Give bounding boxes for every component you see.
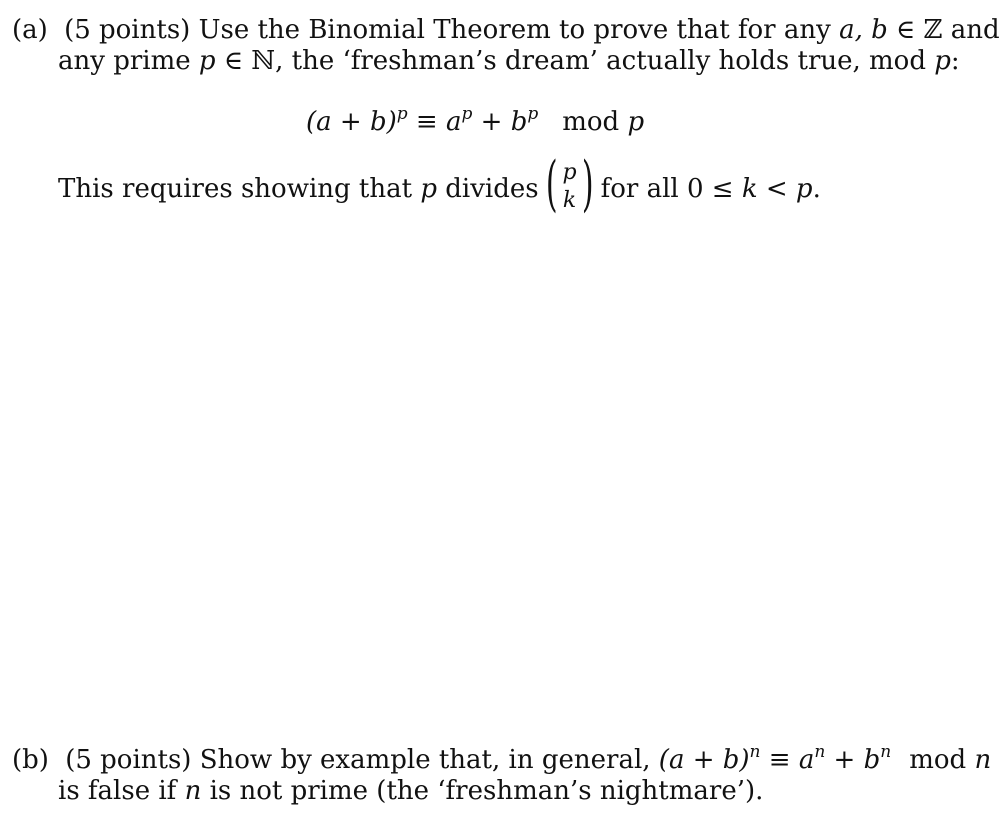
requirement-p: p [420, 174, 437, 204]
part-b-plus: + [825, 745, 864, 775]
part-a-line-1 [12, 14, 1000, 46]
requirement-lt: < [757, 174, 796, 204]
part-b-line-1 [12, 744, 991, 776]
part-b-exp-1: n [749, 742, 761, 762]
eq-a-exponent: p [461, 104, 473, 124]
left-paren: ( [545, 149, 558, 219]
var-p: p [198, 46, 216, 76]
eq-a: a [445, 107, 462, 137]
part-b-points: (5 points) [65, 745, 192, 775]
part-b-exp-2: n [814, 742, 826, 762]
var-p-mod: p [934, 46, 951, 76]
requirement-k: k [741, 174, 758, 204]
part-b-b: b [863, 745, 881, 775]
part-b-equiv: ≡ [760, 745, 799, 775]
var-ab: a, b [839, 15, 888, 45]
part-b-lhs: (a + b) [658, 745, 750, 775]
eq-mod: mod [562, 107, 620, 137]
part-b-exp-3: n [880, 742, 892, 762]
part-a-line-2-rest: ∈ ℕ, the ‘freshman’s dream’ actually holds true, mod [215, 46, 935, 76]
part-a-line-1-text: Use the Binomial Theorem to prove that for any [198, 15, 840, 45]
part-b-mod-n: n [974, 745, 992, 775]
part-b-mod: mod [909, 745, 967, 775]
part-b-label: (b) [12, 745, 49, 775]
part-b-a: a [798, 745, 815, 775]
requirement-period: . [812, 174, 821, 204]
requirement-tail: for all 0 ≤ [600, 174, 742, 204]
part-a-points: (5 points) [64, 15, 191, 45]
eq-mod-var: p [627, 107, 645, 137]
part-b-line-1-lead: Show by example that, in general, [199, 745, 659, 775]
eq-equiv: ≡ [407, 107, 446, 137]
requirement-lead: This requires showing that [58, 174, 421, 204]
eq-lhs: (a + b) [306, 107, 397, 137]
requirement-p-end: p [795, 174, 813, 204]
part-b-line-2-lead: is false if [58, 776, 185, 806]
freshman-dream-equation [306, 104, 644, 140]
eq-lhs-exponent: p [396, 104, 408, 124]
right-paren: ) [582, 149, 594, 219]
colon: : [950, 46, 960, 76]
binom-top: p [562, 160, 577, 185]
eq-b-exponent: p [527, 104, 539, 124]
binomial-coefficient [545, 149, 595, 221]
part-b-n: n [184, 776, 202, 806]
in-integers: ∈ ℤ and [887, 15, 1000, 45]
part-b-line-2 [58, 775, 763, 807]
binom-bottom: k [562, 188, 577, 213]
part-a-line-2-lead: any prime [58, 46, 199, 76]
eq-plus: + [472, 107, 511, 137]
eq-b: b [510, 107, 528, 137]
part-a-requirement [58, 149, 821, 221]
part-b-line-2-rest: is not prime (the ‘freshman’s nightmare’). [201, 776, 764, 806]
requirement-divides: divides [436, 174, 539, 204]
part-a-label: (a) [12, 15, 48, 45]
part-a-line-2 [58, 45, 960, 77]
